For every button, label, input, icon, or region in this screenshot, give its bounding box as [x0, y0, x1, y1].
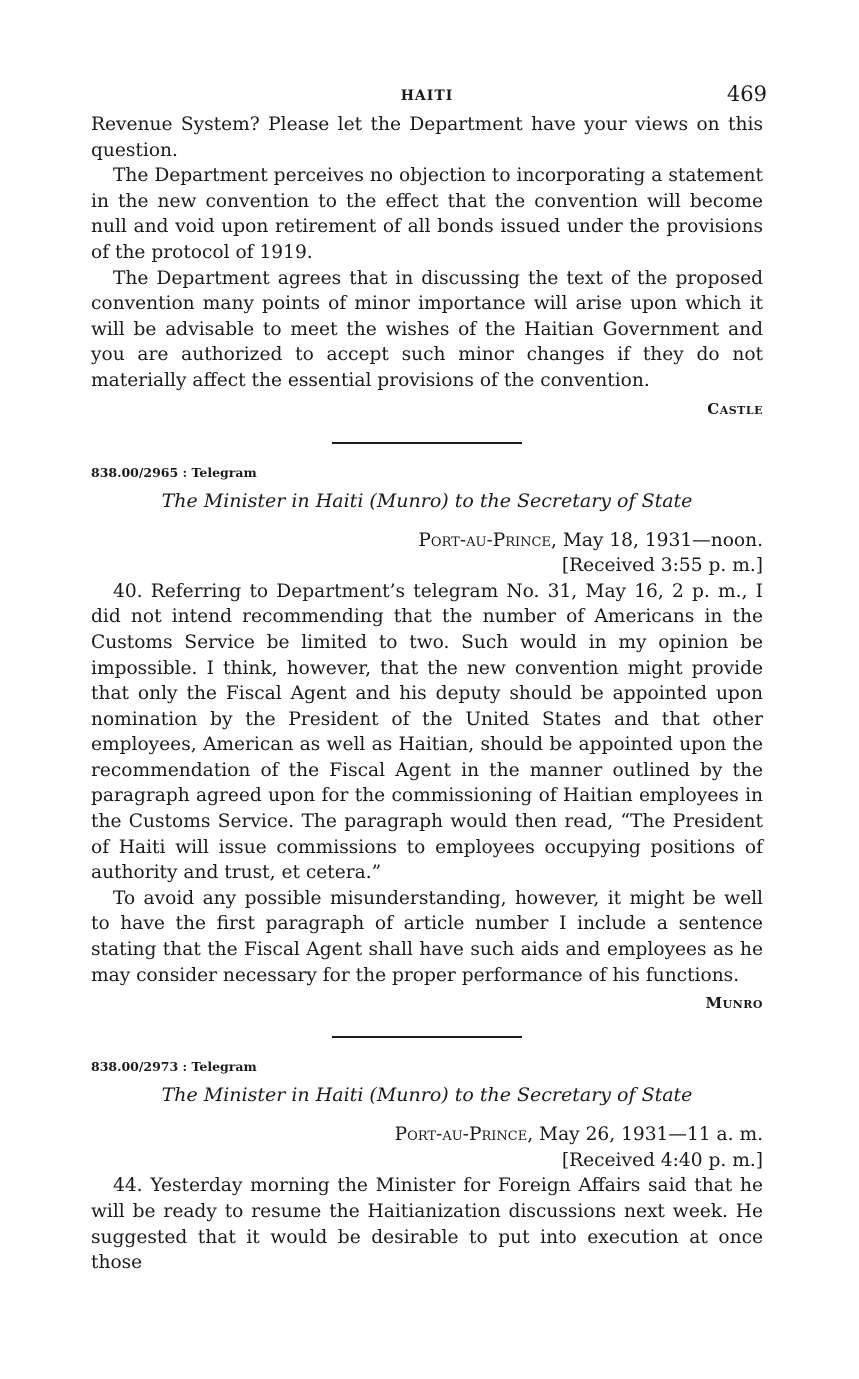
dateline-date: May 26, 1931—11 a. m.	[539, 1124, 763, 1146]
body-paragraph: Revenue System? Please let the Department have your views on this question.	[91, 114, 763, 161]
dateline-place: Port-au-Prince,	[418, 529, 557, 551]
telegram-paragraph: 40. Referring to Department’s telegram No. 31, May 16, 2 p. m., I did not intend recommending that the number of Americans in the Customs Service be limited to two. Such would in my opinion be impossible. I think, however, that the new convention might provide that only the Fiscal Agent and his deputy should be appointed upon nomination by the President of the United States and that other employees, American as well as Haitian, should be appointed upon the recommendation of the Fiscal Agent in the manner outlined by the paragraph agreed upon for the commissioning of Haitian employees in the Customs Service. The paragraph would then read, “The President of Haiti will issue commissions to employees occupying positions of authority and trust, et cetera.”	[91, 580, 763, 884]
signature-castle: Castle	[707, 399, 763, 418]
section-divider	[332, 1036, 522, 1038]
document-page	[91, 82, 767, 1276]
section-divider	[332, 442, 522, 444]
received-time: [Received 3:55 p. m.]	[561, 555, 763, 577]
file-reference: 838.00/2965 : Telegram	[91, 464, 257, 480]
body-paragraph: The Department perceives no objection to incorporating a statement in the new convention to the effect that the convention will become null and void upon retirement of all bonds issued under the provisions of the protocol of 1919.	[91, 165, 763, 263]
document-heading: The Minister in Haiti (Munro) to the Secretary of State	[161, 489, 693, 512]
body-paragraph: The Department agrees that in discussing the text of the proposed convention many points of minor importance will arise upon which it will be advisable to meet the wishes of the Haitian Government and you are authorized to accept such minor changes if they do not materially affect the essential provisions of the convention.	[91, 267, 763, 391]
dateline	[91, 528, 763, 554]
dateline-place: Port-au-Prince,	[394, 1124, 534, 1146]
telegram-paragraph: 44. Yesterday morning the Minister for Foreign Affairs said that he will be ready to resume the Haitianization discussions next week. He suggested that it would be desirable to put into execution at once those	[91, 1175, 763, 1274]
running-header	[91, 82, 767, 112]
document-heading: The Minister in Haiti (Munro) to the Secretary of State	[161, 1084, 693, 1107]
signature-munro: Munro	[705, 994, 763, 1013]
received-time: [Received 4:40 p. m.]	[561, 1149, 763, 1171]
dateline	[91, 1122, 763, 1148]
telegram-paragraph: To avoid any possible misunderstanding, however, it might be well to have the first paragraph of article number I include a sentence stating that the Fiscal Agent shall have such aids and employees as he may consider necessary for the proper performance of his functions.	[91, 887, 763, 986]
running-title: HAITI	[400, 88, 454, 104]
file-reference: 838.00/2973 : Telegram	[91, 1059, 257, 1075]
page-number: 469	[726, 82, 767, 106]
dateline-date: May 18, 1931—noon.	[562, 529, 763, 551]
